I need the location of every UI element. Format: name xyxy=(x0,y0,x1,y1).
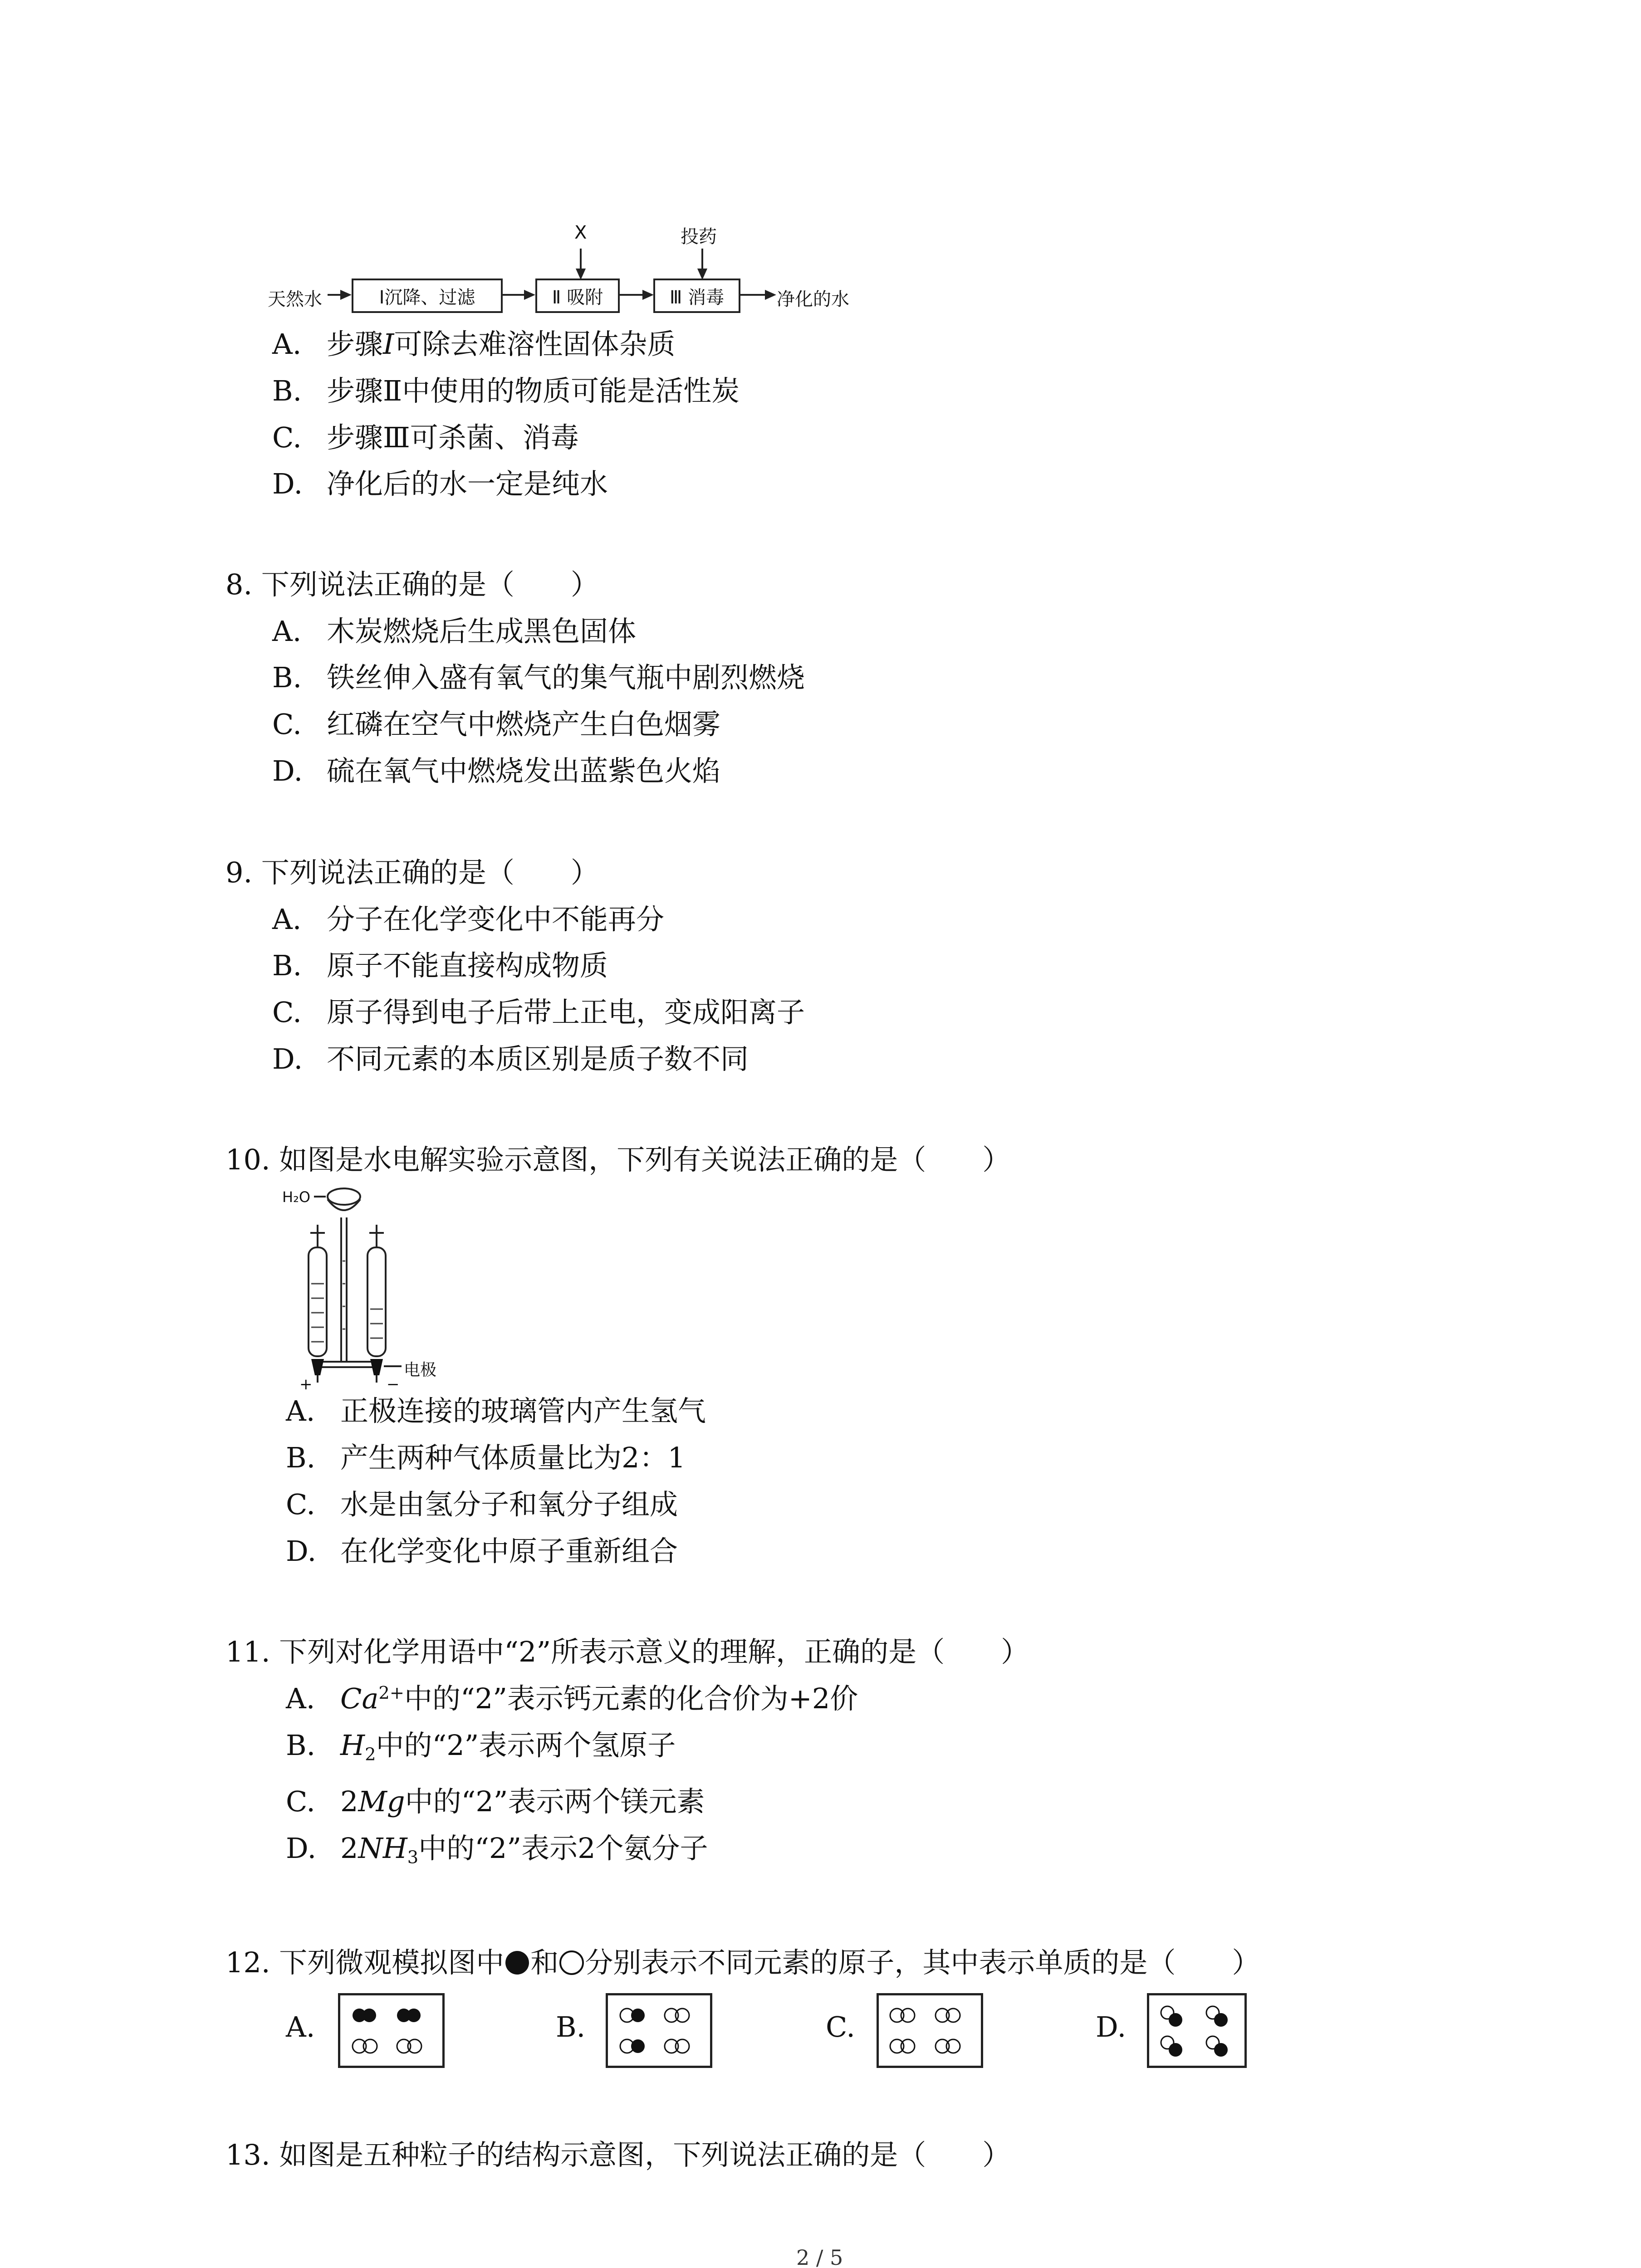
q12-option-c-letter: C. xyxy=(826,2010,855,2043)
page-number: 2 / 5 xyxy=(796,2245,843,2268)
q12-model-a xyxy=(338,1993,445,2068)
q11-option-d: D. $2NH_3$中的“2”表示2个氨分子 xyxy=(286,1832,708,1868)
q12-stem: 12. 下列微观模拟图中 和 分别表示不同元素的原子，其中表示单质的是（ ） xyxy=(225,1946,1260,1979)
q12-option-b-letter: B. xyxy=(556,2010,586,2043)
q11-option-a: A. $Ca^{2+}$中的“2”表示钙元素的化合价为+2价 xyxy=(286,1682,858,1715)
q10-stem: 10. 如图是水电解实验示意图，下列有关说法正确的是（ ） xyxy=(225,1143,1011,1176)
fig-h2o-label: H₂O xyxy=(282,1188,311,1206)
q8-stem: 8. 下列说法正确的是（ ） xyxy=(225,568,599,601)
model-c-molecules xyxy=(879,1995,981,2066)
q8-option-d: D. 硫在氧气中燃烧发出蓝紫色火焰 xyxy=(272,754,721,787)
fig-electrode-label: 电极 xyxy=(404,1361,437,1379)
flow-input-label: 天然水 xyxy=(268,289,322,310)
q11-option-b: B. $H_2$中的“2”表示两个氢原子 xyxy=(286,1729,676,1765)
fig-minus-label: − xyxy=(387,1375,400,1393)
q11-option-c: C. 2Mg中的“2”表示两个镁元素 xyxy=(286,1785,705,1818)
q10-option-b: B. 产生两种气体质量比为2：1 xyxy=(286,1441,686,1474)
flow-step1-box: Ⅰ沉降、过滤 xyxy=(352,279,503,313)
q7-option-b: B. 步骤Ⅱ中使用的物质可能是活性炭 xyxy=(272,374,740,407)
q10-option-c: C. 水是由氢分子和氧分子组成 xyxy=(286,1488,678,1521)
filled-atom-icon xyxy=(504,1950,530,1976)
flow-step2-box: Ⅱ 吸附 xyxy=(535,279,620,313)
q11-stem: 11. 下列对化学用语中“2”所表示意义的理解，正确的是（ ） xyxy=(225,1635,1029,1668)
q7-option-a: A. 步骤I可除去难溶性固体杂质 xyxy=(272,327,676,361)
q9-option-c: C. 原子得到电子后带上正电，变成阳离子 xyxy=(272,996,805,1029)
flow-x-label: X xyxy=(574,222,587,243)
model-d-molecules xyxy=(1149,1995,1244,2066)
q8-option-c: C. 红磷在空气中燃烧产生白色烟雾 xyxy=(272,708,721,741)
q8-option-b: B. 铁丝伸入盛有氧气的集气瓶中剧烈燃烧 xyxy=(272,661,805,694)
q9-option-a: A. 分子在化学变化中不能再分 xyxy=(272,903,665,936)
q12-model-b xyxy=(606,1993,712,2068)
q7-option-c: C. 步骤Ⅲ可杀菌、消毒 xyxy=(272,421,579,454)
model-b-molecules xyxy=(608,1995,710,2066)
model-a-molecules xyxy=(340,1995,442,2066)
q12-model-d xyxy=(1147,1993,1247,2068)
flow-step3-box: Ⅲ 消毒 xyxy=(653,279,740,313)
fig-plus-label: + xyxy=(299,1375,313,1393)
q9-stem: 9. 下列说法正确的是（ ） xyxy=(225,856,599,889)
q10-option-d: D. 在化学变化中原子重新组合 xyxy=(286,1535,678,1568)
q9-option-d: D. 不同元素的本质区别是质子数不同 xyxy=(272,1042,749,1075)
hollow-atom-icon xyxy=(558,1950,585,1976)
q12-model-c xyxy=(877,1993,983,2068)
q7-option-d: D. 净化后的水一定是纯水 xyxy=(272,467,608,500)
flow-output-label: 净化的水 xyxy=(777,289,849,310)
electrolysis-figure xyxy=(272,1179,445,1393)
q9-option-b: B. 原子不能直接构成物质 xyxy=(272,949,608,982)
flow-dose-label: 投药 xyxy=(681,226,717,247)
q10-option-a: A. 正极连接的玻璃管内产生氢气 xyxy=(286,1394,706,1427)
q12-option-a-letter: A. xyxy=(286,2010,315,2043)
q13-stem: 13. 如图是五种粒子的结构示意图，下列说法正确的是（ ） xyxy=(225,2138,1011,2171)
q12-option-d-letter: D. xyxy=(1096,2010,1127,2043)
q8-option-a: A. 木炭燃烧后生成黑色固体 xyxy=(272,615,637,648)
